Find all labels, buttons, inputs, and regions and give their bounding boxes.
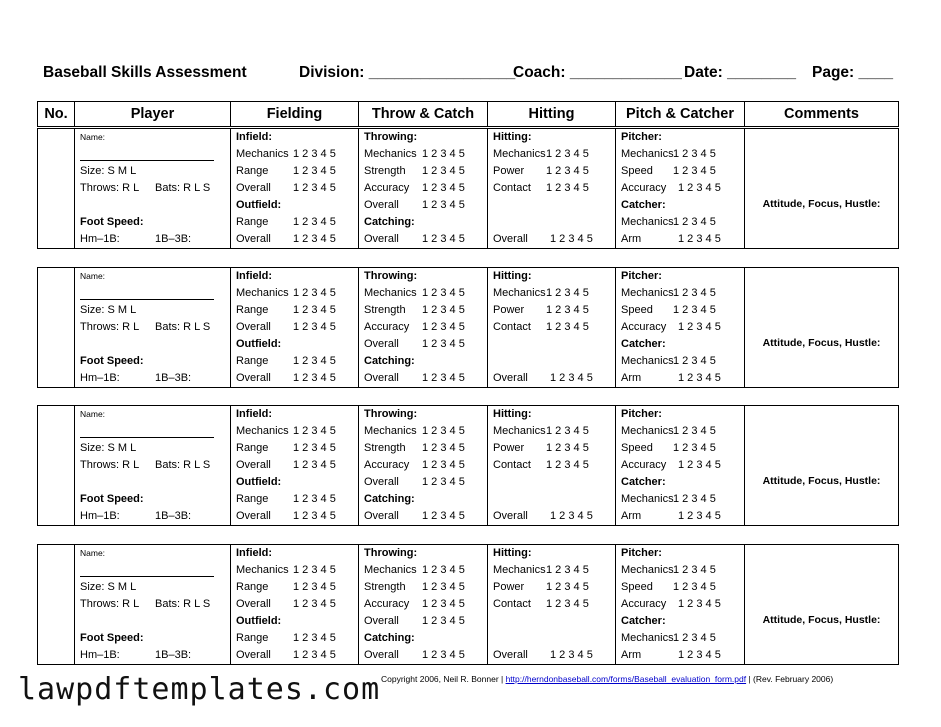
rating-scale[interactable]: 1 2 3 4 5 [422, 476, 465, 488]
player-block [37, 128, 899, 249]
rating-scale[interactable]: 1 2 3 4 5 [678, 182, 721, 194]
rating-scale[interactable]: 1 2 3 4 5 [293, 510, 336, 522]
outfield-overall-label: Overall [236, 372, 271, 384]
catching-overall-label: Overall [364, 649, 399, 661]
rating-scale[interactable]: 1 2 3 4 5 [550, 649, 593, 661]
infield-range-label: Range [236, 442, 269, 454]
name-input-line[interactable] [80, 299, 214, 300]
name-label: Name: [80, 132, 106, 142]
outfield-range-label: Range [236, 355, 269, 367]
rating-scale[interactable]: 1 2 3 4 5 [293, 459, 336, 471]
rating-scale[interactable]: 1 2 3 4 5 [546, 564, 589, 576]
rating-scale[interactable]: 1 2 3 4 5 [422, 165, 465, 177]
outfield-range-label: Range [236, 632, 269, 644]
name-label: Name: [80, 548, 106, 558]
rating-scale[interactable]: 1 2 3 4 5 [293, 564, 336, 576]
catching-label: Catching: [364, 216, 415, 228]
outfield-range-label: Range [236, 216, 269, 228]
rating-scale[interactable]: 1 2 3 4 5 [546, 304, 589, 316]
hitting-overall-label: Overall [493, 233, 528, 245]
infield-range-label: Range [236, 165, 269, 177]
throws-options[interactable]: Throws: R L [80, 598, 140, 610]
throwing-overall-label: Overall [364, 199, 399, 211]
form-title: Baseball Skills Assessment [43, 64, 247, 81]
pitcher-label: Pitcher: [621, 270, 662, 282]
form-url-link[interactable]: http://herndonbaseball.com/forms/Baseball_evaluation_form.pdf [505, 674, 747, 684]
rating-scale[interactable]: 1 2 3 4 5 [422, 442, 465, 454]
hm-1b-field[interactable]: Hm–1B: [80, 510, 120, 522]
rating-scale[interactable]: 1 2 3 4 5 [550, 510, 593, 522]
strength-label: Strength [364, 581, 406, 593]
throw-catch-cell [359, 268, 488, 387]
outfield-label: Outfield: [236, 615, 282, 627]
catcher-label: Catcher: [621, 476, 666, 488]
player-cell [75, 545, 231, 664]
hitting-cell [488, 545, 616, 664]
copyright-text: Copyright 2006, Neil R. Bonner | [381, 674, 506, 684]
infield-label: Infield: [236, 270, 273, 282]
col-pitch-catcher: Pitch & Catcher [616, 102, 745, 126]
infield-mechanics-label: Mechanics [236, 564, 289, 576]
throws-options[interactable]: Throws: R L [80, 459, 140, 471]
hitting-overall-label: Overall [493, 372, 528, 384]
rating-scale[interactable]: 1 2 3 4 5 [673, 581, 716, 593]
pitcher-mechanics-label: Mechanics [621, 287, 674, 299]
catching-label: Catching: [364, 355, 415, 367]
rating-scale[interactable]: 1 2 3 4 5 [546, 321, 589, 333]
rating-scale[interactable]: 1 2 3 4 5 [673, 355, 716, 367]
catcher-label: Catcher: [621, 338, 666, 350]
foot-speed-label: Foot Speed: [80, 493, 144, 505]
col-hitting: Hitting [488, 102, 616, 126]
rating-scale[interactable]: 1 2 3 4 5 [293, 216, 336, 228]
contact-label: Contact [493, 321, 531, 333]
catching-label: Catching: [364, 632, 415, 644]
fielding-cell [231, 268, 359, 387]
hitting-label: Hitting: [493, 131, 532, 143]
throwing-mechanics-label: Mechanics [364, 564, 417, 576]
outfield-overall-label: Overall [236, 233, 271, 245]
rating-scale[interactable]: 1 2 3 4 5 [673, 287, 716, 299]
comments-label: Attitude, Focus, Hustle: [762, 198, 881, 210]
throwing-overall-label: Overall [364, 615, 399, 627]
arm-label: Arm [621, 649, 642, 661]
rating-scale[interactable]: 1 2 3 4 5 [546, 148, 589, 160]
comments-cell[interactable] [745, 268, 898, 387]
outfield-overall-label: Overall [236, 649, 271, 661]
no-cell[interactable] [38, 129, 75, 248]
name-input-line[interactable] [80, 437, 214, 438]
bats-options[interactable]: Bats: R L S [155, 459, 211, 471]
rating-scale[interactable]: 1 2 3 4 5 [422, 649, 465, 661]
rating-scale[interactable]: 1 2 3 4 5 [546, 165, 589, 177]
power-label: Power [493, 304, 525, 316]
rating-scale[interactable]: 1 2 3 4 5 [673, 165, 716, 177]
rating-scale[interactable]: 1 2 3 4 5 [673, 442, 716, 454]
size-options[interactable]: Size: S M L [80, 581, 137, 593]
rating-scale[interactable]: 1 2 3 4 5 [546, 287, 589, 299]
no-cell[interactable] [38, 268, 75, 387]
speed-label: Speed [621, 442, 653, 454]
rating-scale[interactable]: 1 2 3 4 5 [546, 459, 589, 471]
pitcher-accuracy-label: Accuracy [621, 598, 667, 610]
rating-scale[interactable]: 1 2 3 4 5 [546, 581, 589, 593]
outfield-range-label: Range [236, 493, 269, 505]
throwing-accuracy-label: Accuracy [364, 182, 410, 194]
throwing-label: Throwing: [364, 270, 418, 282]
comments-cell[interactable] [745, 545, 898, 664]
hitting-mechanics-label: Mechanics [493, 287, 546, 299]
speed-label: Speed [621, 581, 653, 593]
rating-scale[interactable]: 1 2 3 4 5 [293, 233, 336, 245]
fielding-cell [231, 129, 359, 248]
rating-scale[interactable]: 1 2 3 4 5 [293, 321, 336, 333]
infield-overall-label: Overall [236, 321, 271, 333]
rating-scale[interactable]: 1 2 3 4 5 [673, 632, 716, 644]
infield-overall-label: Overall [236, 459, 271, 471]
pitcher-accuracy-label: Accuracy [621, 321, 667, 333]
rating-scale[interactable]: 1 2 3 4 5 [550, 233, 593, 245]
outfield-label: Outfield: [236, 338, 282, 350]
rating-scale[interactable]: 1 2 3 4 5 [678, 233, 721, 245]
infield-mechanics-label: Mechanics [236, 425, 289, 437]
rating-scale[interactable]: 1 2 3 4 5 [673, 216, 716, 228]
infield-mechanics-label: Mechanics [236, 148, 289, 160]
comments-cell[interactable] [745, 129, 898, 248]
pitcher-accuracy-label: Accuracy [621, 182, 667, 194]
comments-label: Attitude, Focus, Hustle: [762, 614, 881, 626]
throwing-accuracy-label: Accuracy [364, 321, 410, 333]
arm-label: Arm [621, 510, 642, 522]
hitting-overall-label: Overall [493, 649, 528, 661]
rating-scale[interactable]: 1 2 3 4 5 [546, 425, 589, 437]
column-headers [37, 101, 899, 127]
catching-overall-label: Overall [364, 510, 399, 522]
fielding-cell [231, 406, 359, 525]
rating-scale[interactable]: 1 2 3 4 5 [673, 148, 716, 160]
rating-scale[interactable]: 1 2 3 4 5 [422, 564, 465, 576]
pitcher-mechanics-label: Mechanics [621, 425, 674, 437]
name-label: Name: [80, 271, 106, 281]
rating-scale[interactable]: 1 2 3 4 5 [673, 304, 716, 316]
throwing-label: Throwing: [364, 131, 418, 143]
rating-scale[interactable]: 1 2 3 4 5 [550, 372, 593, 384]
pitch-catcher-cell [616, 268, 745, 387]
infield-label: Infield: [236, 131, 273, 143]
power-label: Power [493, 442, 525, 454]
throwing-mechanics-label: Mechanics [364, 425, 417, 437]
contact-label: Contact [493, 598, 531, 610]
revision-text: | (Rev. February 2006) [746, 674, 834, 684]
date-field[interactable]: Date: ________ [684, 64, 797, 81]
rating-scale[interactable]: 1 2 3 4 5 [422, 581, 465, 593]
rating-scale[interactable]: 1 2 3 4 5 [293, 182, 336, 194]
player-block [37, 544, 899, 665]
form-header [43, 64, 903, 86]
rating-scale[interactable]: 1 2 3 4 5 [422, 199, 465, 211]
rating-scale[interactable]: 1 2 3 4 5 [422, 182, 465, 194]
comments-label: Attitude, Focus, Hustle: [762, 475, 881, 487]
rating-scale[interactable]: 1 2 3 4 5 [293, 425, 336, 437]
foot-speed-label: Foot Speed: [80, 355, 144, 367]
name-input-line[interactable] [80, 160, 214, 161]
catcher-mechanics-label: Mechanics [621, 355, 674, 367]
throwing-label: Throwing: [364, 408, 418, 420]
throwing-mechanics-label: Mechanics [364, 148, 417, 160]
speed-label: Speed [621, 165, 653, 177]
rating-scale[interactable]: 1 2 3 4 5 [293, 165, 336, 177]
rating-scale[interactable]: 1 2 3 4 5 [293, 632, 336, 644]
rating-scale[interactable]: 1 2 3 4 5 [422, 425, 465, 437]
page-field[interactable]: Page: ____ [812, 64, 893, 81]
strength-label: Strength [364, 165, 406, 177]
pitcher-label: Pitcher: [621, 547, 662, 559]
rating-scale[interactable]: 1 2 3 4 5 [673, 564, 716, 576]
throwing-overall-label: Overall [364, 338, 399, 350]
arm-label: Arm [621, 372, 642, 384]
rating-scale[interactable]: 1 2 3 4 5 [422, 459, 465, 471]
player-cell [75, 129, 231, 248]
infield-range-label: Range [236, 581, 269, 593]
no-cell[interactable] [38, 406, 75, 525]
rating-scale[interactable]: 1 2 3 4 5 [422, 338, 465, 350]
player-block [37, 405, 899, 526]
rating-scale[interactable]: 1 2 3 4 5 [678, 459, 721, 471]
catching-label: Catching: [364, 493, 415, 505]
infield-label: Infield: [236, 547, 273, 559]
catching-overall-label: Overall [364, 233, 399, 245]
comments-label: Attitude, Focus, Hustle: [762, 337, 881, 349]
outfield-overall-label: Overall [236, 510, 271, 522]
1b-3b-field[interactable]: 1B–3B: [155, 233, 192, 245]
catching-overall-label: Overall [364, 372, 399, 384]
pitch-catcher-cell [616, 406, 745, 525]
hitting-mechanics-label: Mechanics [493, 564, 546, 576]
pitcher-label: Pitcher: [621, 408, 662, 420]
col-throw-catch: Throw & Catch [359, 102, 488, 126]
player-cell [75, 406, 231, 525]
rating-scale[interactable]: 1 2 3 4 5 [293, 148, 336, 160]
col-fielding: Fielding [231, 102, 359, 126]
rating-scale[interactable]: 1 2 3 4 5 [422, 304, 465, 316]
rating-scale[interactable]: 1 2 3 4 5 [678, 649, 721, 661]
throwing-mechanics-label: Mechanics [364, 287, 417, 299]
infield-label: Infield: [236, 408, 273, 420]
size-options[interactable]: Size: S M L [80, 304, 137, 316]
player-cell [75, 268, 231, 387]
rating-scale[interactable]: 1 2 3 4 5 [422, 510, 465, 522]
rating-scale[interactable]: 1 2 3 4 5 [678, 510, 721, 522]
throw-catch-cell [359, 406, 488, 525]
rating-scale[interactable]: 1 2 3 4 5 [293, 355, 336, 367]
infield-mechanics-label: Mechanics [236, 287, 289, 299]
hitting-overall-label: Overall [493, 510, 528, 522]
pitch-catcher-cell [616, 545, 745, 664]
rating-scale[interactable]: 1 2 3 4 5 [422, 148, 465, 160]
pitcher-mechanics-label: Mechanics [621, 564, 674, 576]
size-options[interactable]: Size: S M L [80, 165, 137, 177]
rating-scale[interactable]: 1 2 3 4 5 [673, 493, 716, 505]
catcher-mechanics-label: Mechanics [621, 216, 674, 228]
player-block [37, 267, 899, 388]
throws-options[interactable]: Throws: R L [80, 182, 140, 194]
rating-scale[interactable]: 1 2 3 4 5 [546, 442, 589, 454]
rating-scale[interactable]: 1 2 3 4 5 [293, 598, 336, 610]
rating-scale[interactable]: 1 2 3 4 5 [293, 581, 336, 593]
rating-scale[interactable]: 1 2 3 4 5 [546, 182, 589, 194]
throw-catch-cell [359, 129, 488, 248]
hitting-label: Hitting: [493, 547, 532, 559]
catcher-label: Catcher: [621, 615, 666, 627]
hitting-cell [488, 268, 616, 387]
hitting-label: Hitting: [493, 270, 532, 282]
rating-scale[interactable]: 1 2 3 4 5 [422, 287, 465, 299]
rating-scale[interactable]: 1 2 3 4 5 [422, 598, 465, 610]
throwing-overall-label: Overall [364, 476, 399, 488]
power-label: Power [493, 165, 525, 177]
pitcher-accuracy-label: Accuracy [621, 459, 667, 471]
rating-scale[interactable]: 1 2 3 4 5 [678, 598, 721, 610]
infield-overall-label: Overall [236, 598, 271, 610]
hitting-cell [488, 406, 616, 525]
foot-speed-label: Foot Speed: [80, 632, 144, 644]
col-player: Player [75, 102, 231, 126]
pitch-catcher-cell [616, 129, 745, 248]
rating-scale[interactable]: 1 2 3 4 5 [673, 425, 716, 437]
comments-cell[interactable] [745, 406, 898, 525]
contact-label: Contact [493, 459, 531, 471]
bats-options[interactable]: Bats: R L S [155, 598, 211, 610]
hitting-cell [488, 129, 616, 248]
rating-scale[interactable]: 1 2 3 4 5 [422, 233, 465, 245]
pitcher-label: Pitcher: [621, 131, 662, 143]
throwing-accuracy-label: Accuracy [364, 459, 410, 471]
pitcher-mechanics-label: Mechanics [621, 148, 674, 160]
rating-scale[interactable]: 1 2 3 4 5 [293, 649, 336, 661]
speed-label: Speed [621, 304, 653, 316]
name-input-line[interactable] [80, 576, 214, 577]
contact-label: Contact [493, 182, 531, 194]
rating-scale[interactable]: 1 2 3 4 5 [678, 372, 721, 384]
rating-scale[interactable]: 1 2 3 4 5 [293, 442, 336, 454]
rating-scale[interactable]: 1 2 3 4 5 [422, 321, 465, 333]
hm-1b-field[interactable]: Hm–1B: [80, 233, 120, 245]
hm-1b-field[interactable]: Hm–1B: [80, 372, 120, 384]
col-no: No. [38, 102, 75, 126]
catcher-label: Catcher: [621, 199, 666, 211]
footer [381, 674, 833, 684]
arm-label: Arm [621, 233, 642, 245]
1b-3b-field[interactable]: 1B–3B: [155, 372, 192, 384]
strength-label: Strength [364, 442, 406, 454]
power-label: Power [493, 581, 525, 593]
hitting-mechanics-label: Mechanics [493, 148, 546, 160]
throwing-label: Throwing: [364, 547, 418, 559]
outfield-label: Outfield: [236, 476, 282, 488]
strength-label: Strength [364, 304, 406, 316]
coach-field[interactable]: Coach: _____________ [513, 64, 682, 81]
rating-scale[interactable]: 1 2 3 4 5 [293, 287, 336, 299]
rating-scale[interactable]: 1 2 3 4 5 [422, 372, 465, 384]
bats-options[interactable]: Bats: R L S [155, 321, 211, 333]
1b-3b-field[interactable]: 1B–3B: [155, 510, 192, 522]
throwing-accuracy-label: Accuracy [364, 598, 410, 610]
catcher-mechanics-label: Mechanics [621, 493, 674, 505]
fielding-cell [231, 545, 359, 664]
rating-scale[interactable]: 1 2 3 4 5 [293, 304, 336, 316]
infield-range-label: Range [236, 304, 269, 316]
hm-1b-field[interactable]: Hm–1B: [80, 649, 120, 661]
rating-scale[interactable]: 1 2 3 4 5 [678, 321, 721, 333]
catcher-mechanics-label: Mechanics [621, 632, 674, 644]
outfield-label: Outfield: [236, 199, 282, 211]
throw-catch-cell [359, 545, 488, 664]
rating-scale[interactable]: 1 2 3 4 5 [422, 615, 465, 627]
throws-options[interactable]: Throws: R L [80, 321, 140, 333]
infield-overall-label: Overall [236, 182, 271, 194]
1b-3b-field[interactable]: 1B–3B: [155, 649, 192, 661]
foot-speed-label: Foot Speed: [80, 216, 144, 228]
division-field[interactable]: Division: _________________ [299, 64, 516, 81]
rating-scale[interactable]: 1 2 3 4 5 [546, 598, 589, 610]
hitting-label: Hitting: [493, 408, 532, 420]
no-cell[interactable] [38, 545, 75, 664]
col-comments: Comments [784, 106, 859, 122]
name-label: Name: [80, 409, 106, 419]
rating-scale[interactable]: 1 2 3 4 5 [293, 493, 336, 505]
watermark: lawpdftemplates.com [18, 672, 381, 707]
hitting-mechanics-label: Mechanics [493, 425, 546, 437]
bats-options[interactable]: Bats: R L S [155, 182, 211, 194]
size-options[interactable]: Size: S M L [80, 442, 137, 454]
rating-scale[interactable]: 1 2 3 4 5 [293, 372, 336, 384]
